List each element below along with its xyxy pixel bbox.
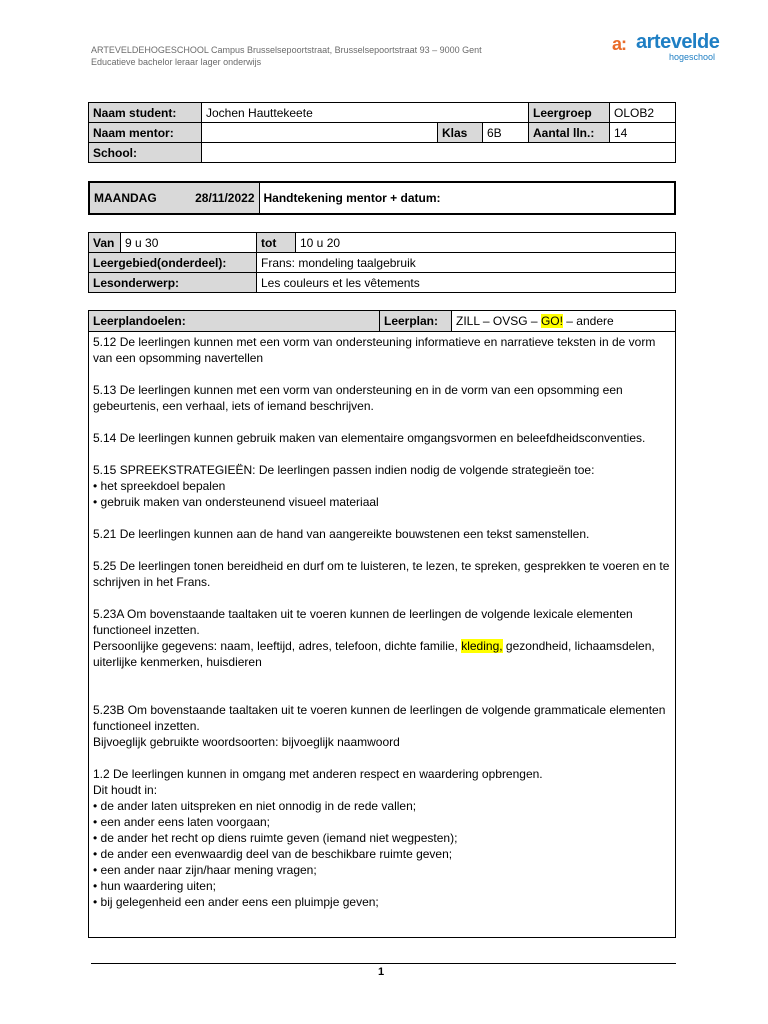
goal-5-25: 5.25 De leerlingen tonen bereidheid en durf om te luisteren, te lezen, te spreken, gesprekken te voeren en te schrijven in het Frans. bbox=[93, 559, 670, 589]
value-van: 9 u 30 bbox=[121, 233, 257, 253]
value-lesonderwerp: Les couleurs et les vêtements bbox=[257, 273, 676, 293]
logo-subtitle: hogeschool bbox=[669, 52, 716, 62]
leerplan-options bbox=[452, 311, 675, 331]
footer-divider bbox=[91, 963, 676, 964]
artevelde-logo bbox=[612, 31, 722, 63]
program-name: Educatieve bachelor leraar lager onderwijs bbox=[91, 57, 262, 67]
day-label: MAANDAG bbox=[94, 191, 157, 205]
highlight-kleding: kleding, bbox=[461, 639, 503, 653]
goals-list bbox=[89, 332, 675, 910]
leerplan-options-post: – andere bbox=[562, 314, 614, 328]
logo-name: artevelde bbox=[636, 31, 720, 53]
label-lesonderwerp: Lesonderwerp: bbox=[89, 273, 257, 293]
signature-label: Handtekening mentor + datum: bbox=[259, 182, 675, 214]
value-naam-student: Jochen Hauttekeete bbox=[202, 103, 529, 123]
value-naam-mentor bbox=[202, 123, 438, 143]
goal-1-2-bullet: • een ander naar zijn/haar mening vragen; bbox=[93, 863, 317, 877]
logo-mark: a: bbox=[612, 34, 627, 54]
goal-5-23b-details: Bijvoeglijk gebruikte woordsoorten: bijvoeglijk naamwoord bbox=[93, 735, 400, 749]
value-klas: 6B bbox=[483, 123, 529, 143]
value-aantal-lln: 14 bbox=[610, 123, 676, 143]
day-date-cell bbox=[89, 182, 259, 214]
institution-header bbox=[91, 44, 482, 68]
lesson-info-table bbox=[88, 232, 676, 293]
student-info-table bbox=[88, 102, 676, 163]
value-leergebied: Frans: mondeling taalgebruik bbox=[257, 253, 676, 273]
label-leergebied: Leergebied(onderdeel): bbox=[89, 253, 257, 273]
goal-5-23a-post: gezondheid, lichaamsdelen, uiterlijke kenmerken, huisdieren bbox=[93, 639, 655, 669]
goal-1-2-intro: Dit houdt in: bbox=[93, 783, 158, 797]
goal-5-14: 5.14 De leerlingen kunnen gebruik maken van elementaire omgangsvormen en beleefdheidsconventies. bbox=[93, 431, 646, 445]
goal-5-21: 5.21 De leerlingen kunnen aan de hand van aangereikte bouwstenen een tekst samenstellen. bbox=[93, 527, 590, 541]
goal-1-2-bullet: • de ander het recht op diens ruimte geven (iemand niet wegpesten); bbox=[93, 831, 458, 845]
institution-address: ARTEVELDEHOGESCHOOL Campus Brusselsepoortstraat, Brusselsepoortstraat 93 – 9000 Gent bbox=[91, 45, 482, 55]
label-aantal-lln: Aantal lln.: bbox=[529, 123, 610, 143]
goal-5-13: 5.13 De leerlingen kunnen met een vorm van ondersteuning en in de vorm van een opsomming een gebeurtenis, een verhaal, iets of iemand beschrijven. bbox=[93, 383, 623, 413]
goal-5-23a-pre: Persoonlijke gegevens: naam, leeftijd, adres, telefoon, dichte familie, bbox=[93, 639, 462, 653]
goal-1-2-bullet: • de ander een evenwaardig deel van de beschikbare ruimte geven; bbox=[93, 847, 453, 861]
goal-5-15-bullet: • gebruik maken van ondersteunend visueel materiaal bbox=[93, 495, 379, 509]
goal-5-15-bullet: • het spreekdoel bepalen bbox=[93, 479, 226, 493]
leerplan-header bbox=[89, 311, 675, 332]
goal-5-23a-details bbox=[93, 638, 671, 670]
label-van: Van bbox=[89, 233, 121, 253]
label-school: School: bbox=[89, 143, 202, 163]
label-klas: Klas bbox=[438, 123, 483, 143]
leerplan-selected-go: GO! bbox=[540, 314, 563, 328]
goal-1-2-bullet: • een ander eens laten voorgaan; bbox=[93, 815, 270, 829]
page-number: 1 bbox=[378, 966, 385, 978]
goal-5-12: 5.12 De leerlingen kunnen met een vorm van ondersteuning informatieve en narratieve teksten in de vorm van een opsomming navertellen bbox=[93, 335, 656, 365]
label-naam-mentor: Naam mentor: bbox=[89, 123, 202, 143]
label-tot: tot bbox=[257, 233, 296, 253]
leerplan-options-pre: ZILL – OVSG – bbox=[456, 314, 541, 328]
label-leergroep: Leergroep bbox=[529, 103, 610, 123]
goal-1-2-bullet: • hun waardering uiten; bbox=[93, 879, 216, 893]
day-signature-table bbox=[88, 181, 676, 215]
label-naam-student: Naam student: bbox=[89, 103, 202, 123]
goal-1-2: 1.2 De leerlingen kunnen in omgang met anderen respect en waardering opbrengen. bbox=[93, 767, 543, 781]
goal-5-23a: 5.23A Om bovenstaande taaltaken uit te voeren kunnen de leerlingen de volgende lexicale elementen functioneel inzetten. bbox=[93, 607, 633, 637]
leerplandoelen-section bbox=[88, 310, 676, 938]
goal-5-23b: 5.23B Om bovenstaande taaltaken uit te voeren kunnen de leerlingen de volgende grammaticale elementen functioneel inzetten. bbox=[93, 703, 666, 733]
label-leerplan: Leerplan: bbox=[380, 311, 452, 331]
goal-1-2-bullet: • bij gelegenheid een ander eens een pluimpje geven; bbox=[93, 895, 379, 909]
goal-5-15: 5.15 SPREEKSTRATEGIEËN: De leerlingen passen indien nodig de volgende strategieën toe: bbox=[93, 463, 595, 477]
goal-1-2-bullet: • de ander laten uitspreken en niet onnodig in de rede vallen; bbox=[93, 799, 417, 813]
date-label: 28/11/2022 bbox=[195, 191, 255, 205]
value-leergroep: OLOB2 bbox=[610, 103, 676, 123]
value-school bbox=[202, 143, 676, 163]
label-leerplandoelen: Leerplandoelen: bbox=[89, 311, 380, 331]
value-tot: 10 u 20 bbox=[296, 233, 676, 253]
